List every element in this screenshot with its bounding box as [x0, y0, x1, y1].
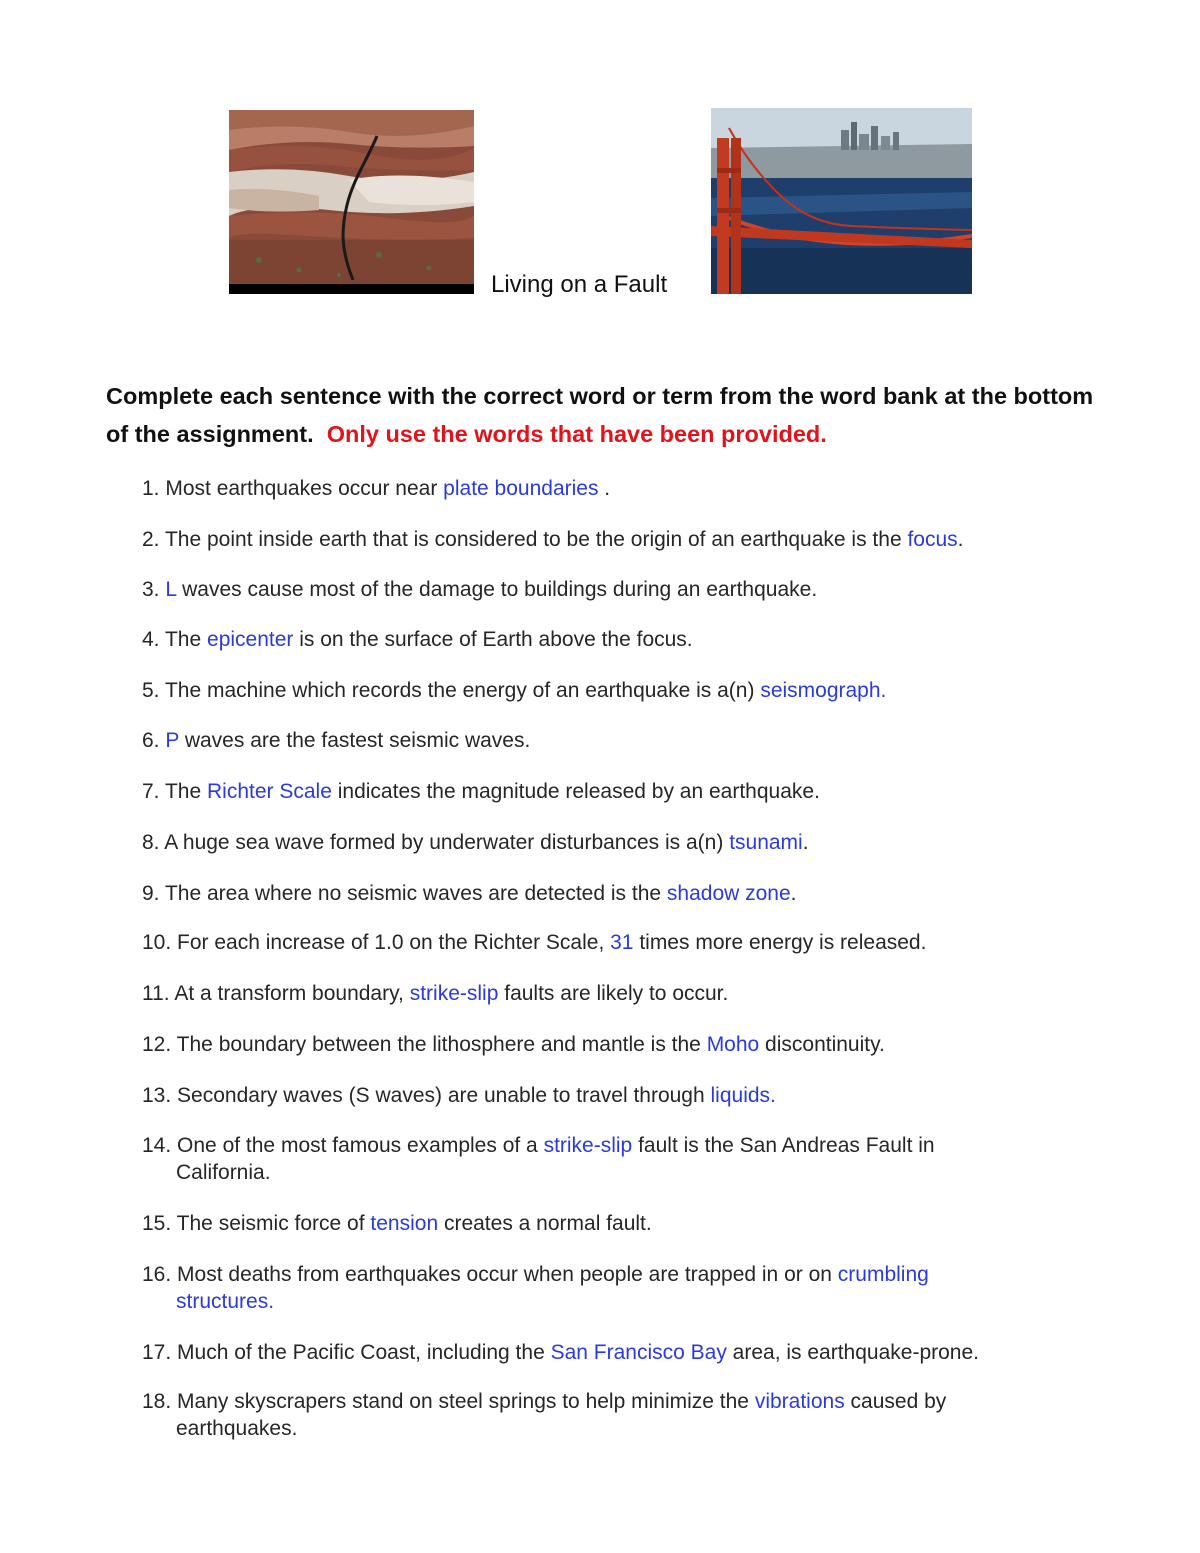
question-number: 5. [142, 679, 160, 702]
question-number: 10. [142, 931, 172, 954]
fault-rock-photo [229, 110, 474, 294]
answer-text: vibrations [754, 1390, 845, 1413]
answer-text: Richter Scale [207, 780, 332, 803]
answer-text: epicenter [207, 628, 294, 651]
answer-text: shadow zone [666, 882, 791, 905]
question-number: 11. [142, 982, 170, 1005]
answer-text: liquids [710, 1084, 771, 1107]
question-item: 10. For each increase of 1.0 on the Richter Scale, 31 times more energy is released. [142, 931, 927, 954]
question-number: 15. [142, 1212, 172, 1235]
question-item: 14. One of the most famous examples of a strike-slip fault is the San Andreas Fault in California. [142, 1132, 1102, 1186]
instructions [106, 377, 1106, 453]
question-number: 1. [142, 477, 160, 500]
question-item: 13. Secondary waves (S waves) are unable to travel through liquids. [142, 1084, 776, 1107]
question-item: 15. The seismic force of tension creates a normal fault. [142, 1212, 652, 1235]
question-number: 4. [142, 628, 160, 651]
answer-text: plate boundaries [443, 477, 599, 500]
answer-text: seismograph [760, 679, 881, 702]
answer-text: strike-slip [543, 1134, 633, 1157]
instructions-warning: Only use the words that have been provided. [326, 421, 827, 447]
answer-text: San Francisco Bay [550, 1341, 727, 1364]
question-item: 16. Most deaths from earthquakes occur when people are trapped in or on crumbling structures. [142, 1261, 1102, 1315]
answer-text: Moho [706, 1033, 760, 1056]
question-continuation: earthquakes. [176, 1417, 298, 1440]
question-continuation: California. [176, 1161, 271, 1184]
question-number: 8. [142, 831, 160, 854]
question-number: 6. [142, 729, 160, 752]
question-item: 9. The area where no seismic waves are detected is the shadow zone. [142, 882, 797, 905]
question-number: 18. [142, 1390, 172, 1413]
question-item: 17. Much of the Pacific Coast, including the San Francisco Bay area, is earthquake-prone. [142, 1341, 979, 1364]
answer-text: P [165, 729, 179, 752]
question-number: 3. [142, 578, 160, 601]
question-number: 16. [142, 1263, 172, 1286]
question-number: 13. [142, 1084, 172, 1107]
answer-text: strike-slip [409, 982, 499, 1005]
question-item: 4. The epicenter is on the surface of Earth above the focus. [142, 628, 693, 651]
page-title: Living on a Fault [491, 271, 668, 298]
question-number: 14. [142, 1134, 172, 1157]
question-number: 2. [142, 528, 160, 551]
question-item: 2. The point inside earth that is considered to be the origin of an earthquake is the focus. [142, 528, 964, 551]
instructions-text: Complete each sentence with the correct word or term from the word bank at the bottom of the assignment. [106, 383, 1094, 447]
question-item: 6. P waves are the fastest seismic waves. [142, 729, 531, 752]
answer-text: tension [370, 1212, 439, 1235]
question-item: 3. L waves cause most of the damage to buildings during an earthquake. [142, 578, 818, 601]
answer-text: focus [907, 528, 958, 551]
question-continuation: structures. [176, 1290, 275, 1313]
question-number: 17. [142, 1341, 172, 1364]
question-item: 11. At a transform boundary, strike-slip faults are likely to occur. [142, 982, 729, 1005]
answer-text: 31 [610, 931, 634, 954]
question-number: 12. [142, 1033, 172, 1056]
answer-text: L [165, 578, 177, 601]
question-item: 18. Many skyscrapers stand on steel springs to help minimize the vibrations caused by earthquakes. [142, 1388, 1102, 1442]
question-item: 7. The Richter Scale indicates the magnitude released by an earthquake. [142, 780, 820, 803]
question-item: 12. The boundary between the lithosphere and mantle is the Moho discontinuity. [142, 1033, 885, 1056]
answer-text: crumbling [837, 1263, 929, 1286]
question-item: 1. Most earthquakes occur near plate boundaries . [142, 477, 611, 500]
question-item: 8. A huge sea wave formed by underwater disturbances is a(n) tsunami. [142, 831, 809, 854]
question-number: 9. [142, 882, 160, 905]
question-item: 5. The machine which records the energy of an earthquake is a(n) seismograph. [142, 679, 887, 702]
question-number: 7. [142, 780, 160, 803]
answer-text: tsunami [729, 831, 803, 854]
golden-gate-bridge-photo [711, 108, 972, 294]
